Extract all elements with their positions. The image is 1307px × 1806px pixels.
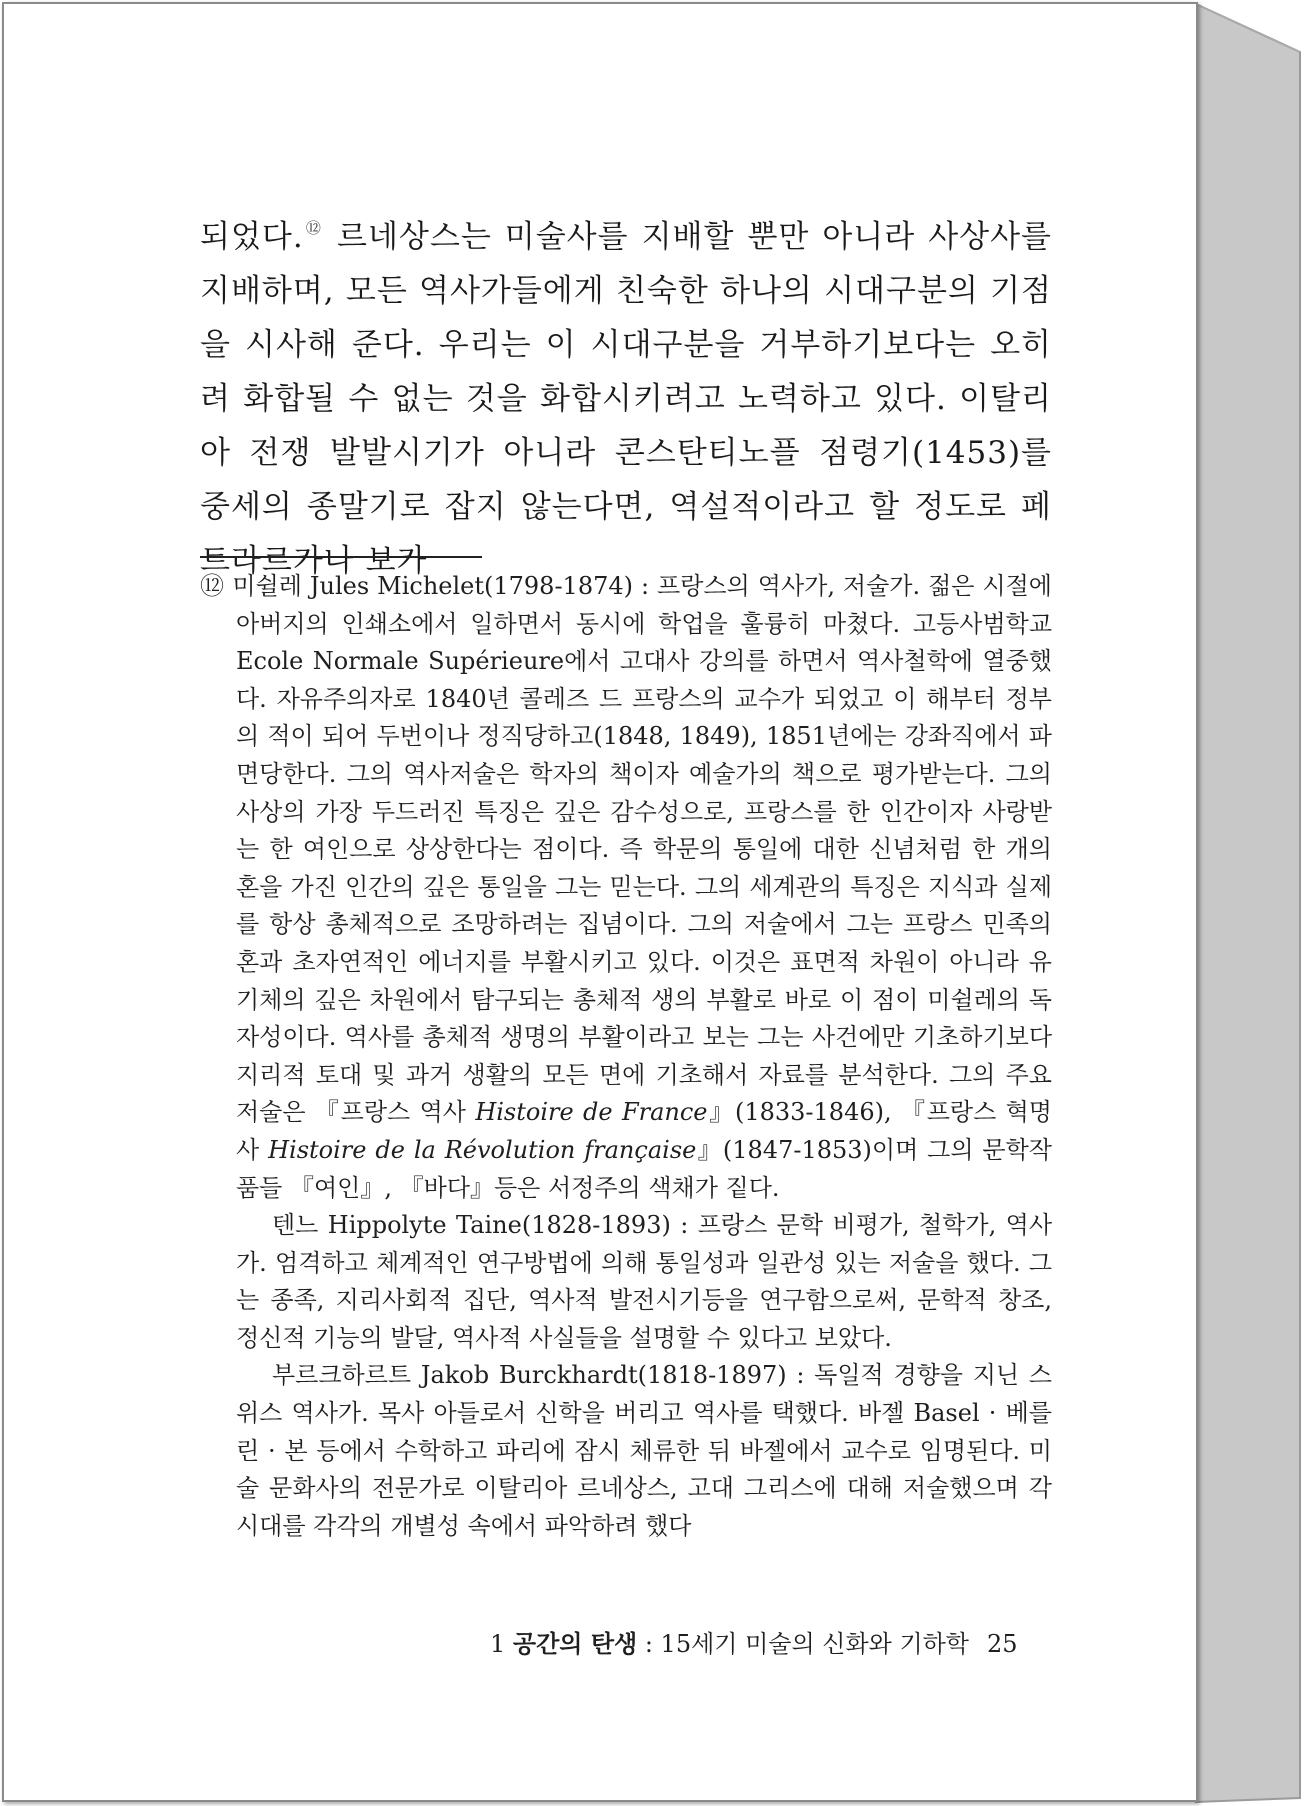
- footnote-michelet: ⑫ 미쉴레 Jules Michelet(1798-1874) : 프랑스의 역사가, 저술가. 젊은 시절에 아버지의 인쇄소에서 일하면서 동시에 학업을 훌륭히 마쳤다. 고등사범학교 Ecole Normale Supérieure에서 고대사 강의를 하면서 역사철학에 열중했다. 자유주의자로 1840년 콜레즈 드 프랑스의 교수가 되었고 이 해부터 정부의 적이 되어 두번이나 정직당하고(1848, 1849), 1851년에는 강좌직에서 파면당한다. 그의 역사저술은 학자의 책이자 예술가의 책으로 평가받는다. 그의 사상의 가장 두드러진 특징은 깊은 감수성으로, 프랑스를 한 인간이자 사랑받는 한 여인으로 상상한다는 점이다. 즉 학문의 통일에 대한 신념처럼 한 개의 혼을 가진 인간의 깊은 통일을 그는 믿는다. 그의 세계관의 특징은 지식과 실제를 항상 총체적으로 조망하려는 집념이다. 그의 저술에서 그는 프랑스 민족의 혼과 초자연적인 에너지를 부활시키고 있다. 이것은 표면적 차원이 아니라 유기체의 깊은 차원에서 탐구되는 총체적 생의 부활로 바로 이 점이 미쉴레의 독자성이다. 역사를 총체적 생명의 부활이라고 보는 그는 사건에만 기초하기보다 지리적 토대 및 과거 생활의 모든 면에 기초해서 자료를 분석한다. 그의 주요 저술은 『프랑스 역사 Histoire de France』(1833-1846), 『프랑스 혁명사 Histoire de la Révolution française』(1847-1853)이며 그의 문학작품들 『여인』, 『바다』등은 서정주의 색채가 짙다.: [200, 572, 1052, 1202]
- footnote-marker: ⑫: [200, 572, 225, 600]
- chapter-subtitle: : 15세기 미술의 신화와 기하학: [637, 1630, 969, 1658]
- running-footer: [490, 1626, 1030, 1662]
- body-text: 르네상스는 미술사를 지배할 뿐만 아니라 사상사를 지배하며, 모든 역사가들에게 친숙한 하나의 시대구분의 기점을 시사해 준다. 우리는 이 시대구분을 거부하기보다는 오히려 화합될 수 없는 것을 화합시키려고 노력하고 있다. 이탈리아 전쟁 발발시기가 아니라 콘스탄티노플 점령기(1453)를 중세의 종말기로 잡지 않는다면, 역설적이라고 할 정도로 페트라르카나 보카: [200, 219, 1052, 579]
- footnote-block: [200, 568, 1052, 1545]
- footnote-taine: 텐느 Hippolyte Taine(1828-1893) : 프랑스 문학 비평가, 철학가, 역사가. 엄격하고 체계적인 연구방법에 의해 통일성과 일관성 있는 저술을 했다. 그는 종족, 지리사회적 집단, 역사적 발전시기등을 연구함으로써, 문학적 창조, 정신적 기능의 발달, 역사적 사실들을 설명할 수 있다고 보았다.: [236, 1211, 1052, 1352]
- chapter-title: 공간의 탄생: [512, 1629, 638, 1658]
- footnote-divider: [200, 556, 482, 558]
- footnote-continuation: [200, 1207, 1052, 1545]
- work-title: Histoire de France: [475, 1098, 708, 1127]
- footnote-burckhardt: 부르크하르트 Jakob Burckhardt(1818-1897) : 독일적 경향을 지닌 스위스 역사가. 목사 아들로서 신학을 버리고 역사를 택했다. 바젤 Basel · 베를린 · 본 등에서 수학하고 파리에 잠시 체류한 뒤 바젤에서 교수로 임명된다. 미술 문화사의 전문가로 이탈리아 르네상스, 고대 그리스에 대해 저술했으며 각 시대를 각각의 개별성 속에서 파악하려 했다: [236, 1361, 1052, 1540]
- page-number: 25: [987, 1630, 1018, 1658]
- chapter-number: 1: [490, 1630, 506, 1658]
- body-lead: 되었다.: [200, 219, 304, 255]
- main-paragraph: [200, 210, 1052, 588]
- work-title: Histoire de la Révolution française: [268, 1135, 697, 1164]
- footnote-reference[interactable]: ⑫: [303, 219, 325, 237]
